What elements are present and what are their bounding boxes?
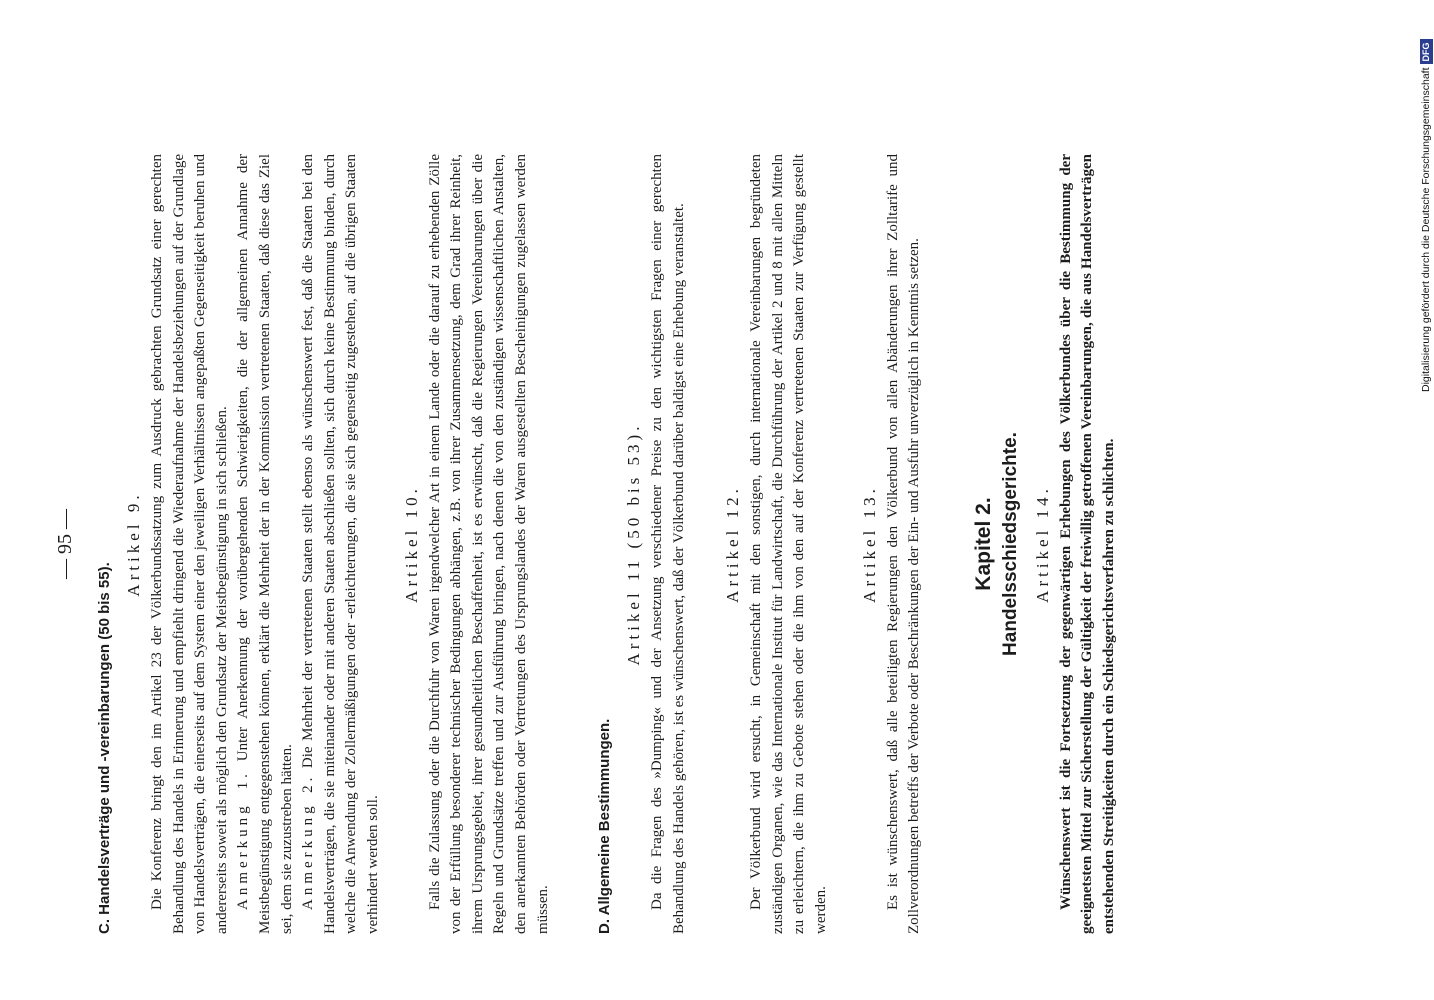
digitization-credit [1419, 8, 1434, 392]
note-2-text: Die Mehrheit der vertretenen Staaten stellt ebenso als wünschenswert fest, daß die Staaten bei den Handelsverträgen, die sie miteinander oder mit anderen Staaten abschließen sollten, sich durch keine Bestimmung binden, durch welche die Anwendung der Zollermäßigungen oder -erleichterungen, die sie sich gegenseitig zugestehen, auf die übrigen Staaten verhindert werden soll. [300, 154, 381, 934]
article-10-text: Falls die Zulassung oder die Durchfuhr von Waren irgendwelcher Art in einem Lande oder die darauf zu erhebenden Zölle von der Erfüllung besonderer technischer Bedingungen abhängen, z.B. von ihrer Zusammensetzung, dem Grad ihrer Reinheit, ihrem Ursprungsgebiet, ihrer gesundheitlichen Beschaffenheit, ist es erwünscht, daß die Regierungen Vereinbarungen über die Regeln und Grundsätze treffen und zur Ausführung bringen, nach denen die von den zuständigen wissenschaftlichen Anstalten, den anerkannten Behörden oder Vertretungen des Ursprungslandes der Waren ausgestellten Bescheinigungen zugelassen werden müssen. [426, 154, 551, 934]
rotated-document-page [48, 154, 1288, 934]
article-11-text: Da die Fragen des »Dumping« und der Ansetzung verschiedener Preise zu den wichtigsten Fragen einer gerechten Behandlung des Handels gehören, ist es wünschenswert, daß der Völkerbund darüber baldigst eine Erhebung veranstaltet. [649, 154, 687, 934]
note-2-paragraph [298, 154, 384, 934]
dfg-logo-icon: DFG [1420, 39, 1433, 64]
article-13-title: Artikel 13. [859, 485, 879, 603]
article-12-text: Der Völkerbund wird ersucht, in Gemeinschaft mit den sonstigen, durch internationale Vereinbarungen begründeten zuständigen Organen, wie das Internationale Institut für Landwirtschaft, die Durchführung der Artikel 2 und 8 mit allen Mitteln zu erleichtern, die ihm zu Gebote stehen oder die ihm von den auf der Konferenz vertretenen Staaten zur Verfügung gestellt werden. [748, 154, 830, 934]
article-11-title: Artikel 11 (50 bis 53). [624, 422, 644, 666]
section-c-heading: C. Handelsverträge und -vereinbarungen (50 bis 55). [96, 562, 113, 934]
article-14-title: Artikel 14. [1032, 485, 1052, 603]
section-d-heading: D. Allgemeine Bestimmungen. [596, 718, 614, 934]
article-12-title: Artikel 12. [723, 485, 743, 603]
note-2-label: Anmerkung 2. [300, 773, 317, 910]
article-10-title: Artikel 10. [401, 485, 421, 603]
article-9-title: Artikel 9. [124, 491, 143, 597]
note-1-paragraph [233, 154, 298, 934]
chapter-2-subtitle: Handelsschiedsgerichte. [999, 432, 1021, 656]
chapter-2-title: Kapitel 2. [971, 497, 995, 591]
article-9-text: Die Konferenz bringt den im Artikel 23 der Völkerbundssatzung zum Ausdruck gebrachten Grundsatz einer gerechten Behandlung des Handels in Erinnerung und empfiehlt dringend die Wiederaufnahme der Handelsbeziehungen auf der Grundlage von Handelsverträgen, die einerseits auf dem System einer den jeweiligen Verhältnissen angepaßten Gegenseitigkeit beruhen und andererseits soweit als möglich den Grundsatz der Meistbegünstigung in sich schließen. [149, 154, 230, 934]
page-number: — 95 — [54, 509, 76, 579]
note-1-label: Anmerkung 1. [235, 770, 252, 910]
article-13-text: Es ist wünschenswert, daß alle beteiligten Regierungen den Völkerbund von allen Abänderungen ihrer Zolltarife und Zollverordnungen betreffs der Verbote oder Beschränkungen der Ein- und Ausfuhr unverzüglich in Kenntnis setzen. [884, 154, 923, 934]
article-14-text: Wünschenswert ist die Fortsetzung der gegenwärtigen Erhebungen des Völkerbundes über die Bestimmung der geeignetsten Mittel zur Sicherstellung der Gültigkeit der freiwillig getroffenen Vereinbarungen, die aus Handelsverträgen entstehenden Streitigkeiten durch ein Schiedsgerichtsverfahren zu schlichten. [1057, 154, 1118, 934]
digitization-credit-text: Digitalisierung gefördert durch die Deutsche Forschungsgemeinschaft [1420, 67, 1432, 392]
note-1-text: Unter Anerkennung der vorübergehenden Schwierigkeiten, die der allgemeinen Annahme der Meistbegünstigung entgegenstehen können, erklärt die Mehrheit der in der Kommission vertretenen Staaten, daß diese das Ziel sei, dem sie zuzustreben hätten. [235, 154, 295, 934]
